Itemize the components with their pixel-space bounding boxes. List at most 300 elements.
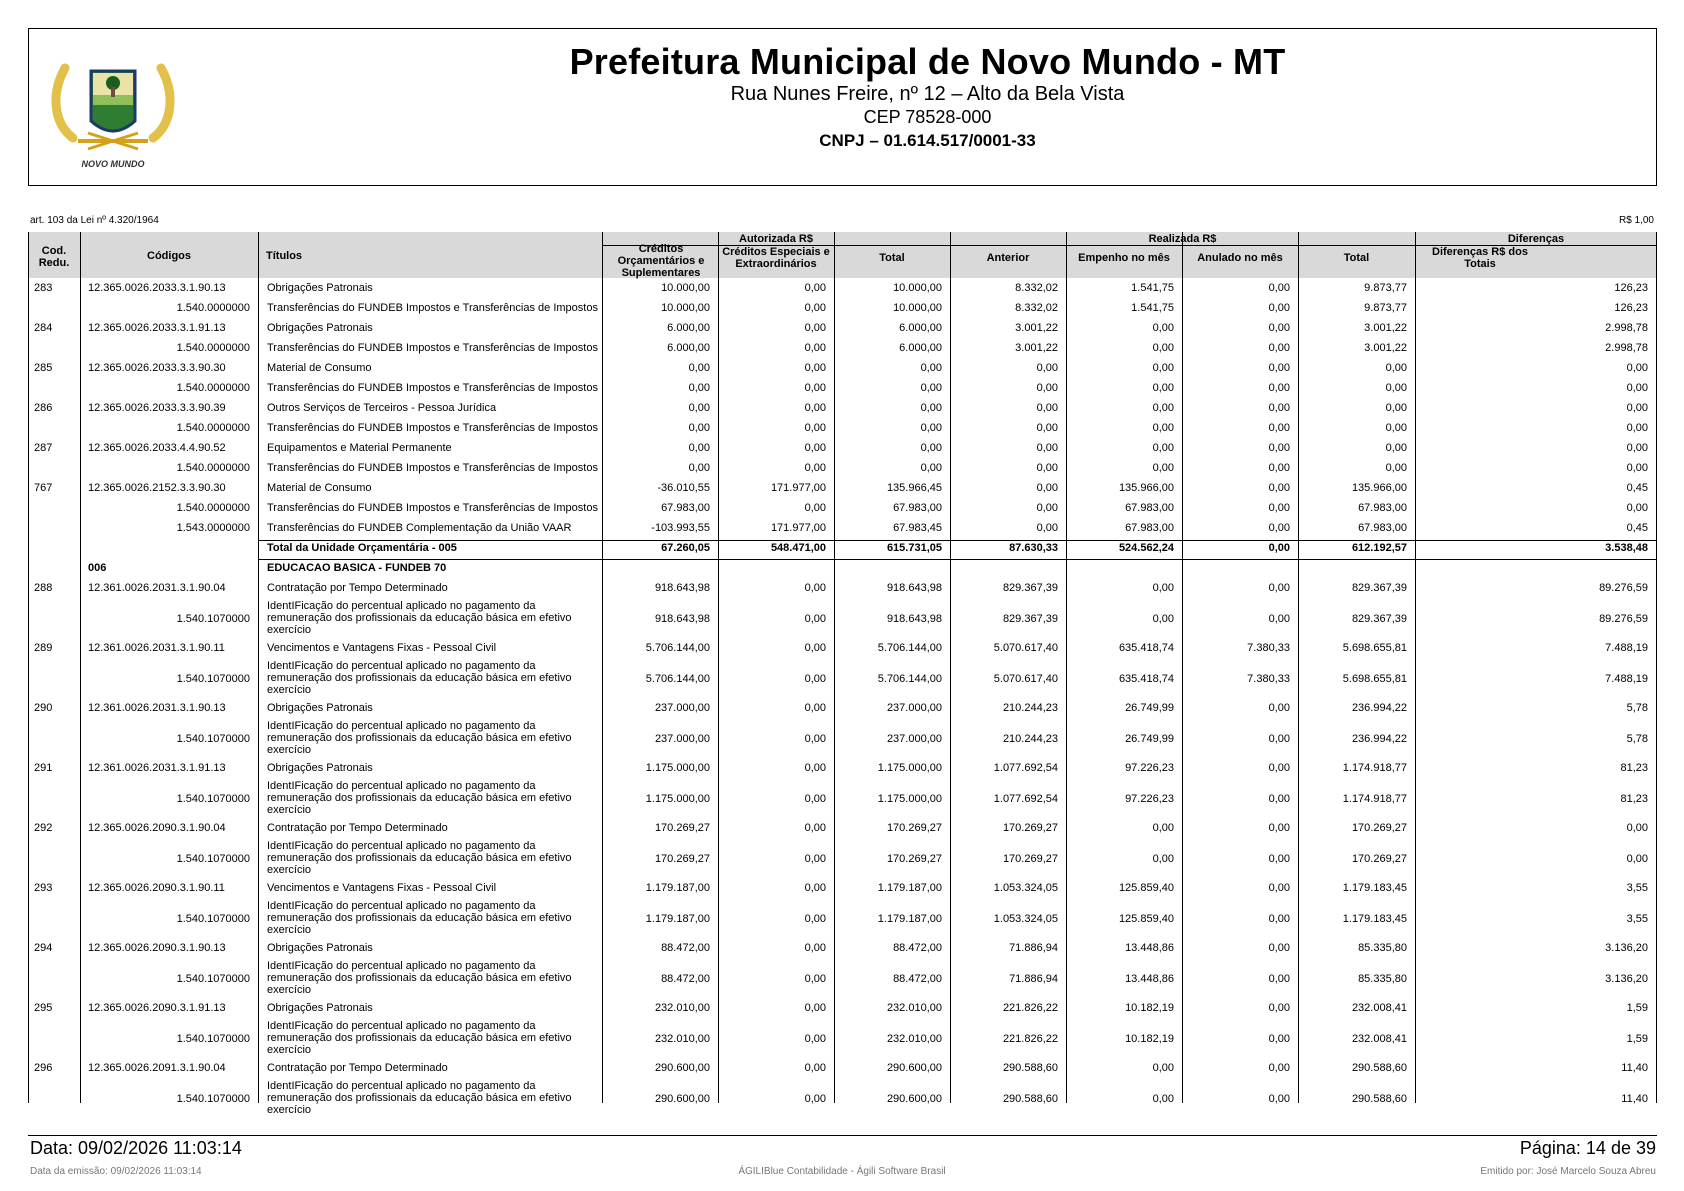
- cell-value: 237.000,00: [886, 733, 942, 745]
- cell-value: 1.174.918,77: [1342, 793, 1407, 805]
- cell-value: 0,00: [804, 1033, 826, 1045]
- cell-value: 125.859,40: [1118, 913, 1174, 925]
- col-anterior: Anterior: [986, 252, 1030, 264]
- group-diferencas: Diferenças: [1507, 233, 1565, 245]
- cell-cod: 294: [34, 942, 53, 954]
- cell-value: 0,00: [1268, 342, 1290, 354]
- col-anulado: Anulado no mês: [1197, 252, 1283, 264]
- cell-value: 3.001,22: [1364, 342, 1407, 354]
- cell-value: 0,00: [1268, 1033, 1290, 1045]
- cell-titulo: IdentIFicação do percentual aplicado no pagamento da remuneração dos profissionais da educação básica em efetivo exercício: [267, 780, 572, 816]
- cell-value: 0,00: [688, 442, 710, 454]
- cell-value: 635.418,74: [1118, 673, 1174, 685]
- cell-cod: 293: [34, 882, 53, 894]
- cell-value: 5,78: [1626, 733, 1648, 745]
- cell-value: 3.001,22: [1015, 342, 1058, 354]
- cell-titulo: EDUCACAO BASICA - FUNDEB 70: [267, 562, 447, 574]
- table-row: [28, 300, 1657, 320]
- cell-value: 232.010,00: [886, 1033, 942, 1045]
- cell-value: 0,00: [1036, 442, 1058, 454]
- cell-codigo: 12.365.0026.2090.3.1.90.11: [88, 882, 225, 894]
- cell-value: 88.472,00: [893, 973, 942, 985]
- table-row: [28, 460, 1657, 480]
- cell-value: 171.977,00: [770, 522, 826, 534]
- cell-value: 0,00: [1626, 362, 1648, 374]
- cell-value: 0,00: [804, 673, 826, 685]
- cell-value: 71.886,94: [1009, 973, 1058, 985]
- cell-value: 0,00: [1626, 422, 1648, 434]
- cell-titulo: Transferências do FUNDEB Impostos e Transferências de Impostos: [267, 422, 598, 434]
- table-row: [28, 960, 1657, 1000]
- cell-value: 548.471,00: [770, 542, 826, 554]
- table-row: [28, 780, 1657, 820]
- cell-value: 0,00: [1268, 422, 1290, 434]
- cell-value: 0,00: [1268, 1093, 1290, 1105]
- cell-titulo: IdentIFicação do percentual aplicado no pagamento da remuneração dos profissionais da educação básica em efetivo exercício: [267, 660, 572, 696]
- cell-value: 3,55: [1626, 882, 1648, 894]
- cell-value: 26.749,99: [1125, 733, 1174, 745]
- cell-titulo: Transferências do FUNDEB Impostos e Transferências de Impostos: [267, 462, 598, 474]
- cell-value: 1.179.187,00: [645, 882, 710, 894]
- cell-titulo: IdentIFicação do percentual aplicado no pagamento da remuneração dos profissionais da educação básica em efetivo exercício: [267, 1020, 572, 1056]
- cell-value: 0,00: [1152, 382, 1174, 394]
- cell-value: 1.175.000,00: [877, 762, 942, 774]
- cell-codigo: 1.540.0000000: [176, 302, 250, 314]
- cell-codigo: 1.540.0000000: [176, 502, 250, 514]
- table-row: [28, 540, 1657, 560]
- footer-rule: [28, 1135, 1657, 1136]
- cell-value: 0,00: [804, 942, 826, 954]
- cell-value: 829.367,39: [1351, 613, 1407, 625]
- table-row: [28, 1020, 1657, 1060]
- cell-value: 918.643,98: [654, 613, 710, 625]
- cell-titulo: IdentIFicação do percentual aplicado no pagamento da remuneração dos profissionais da educação básica em efetivo exercício: [267, 900, 572, 936]
- cell-value: 0,00: [1268, 482, 1290, 494]
- cell-value: 210.244,23: [1002, 733, 1058, 745]
- cell-value: 0,00: [1385, 382, 1407, 394]
- cell-value: 1.179.183,45: [1342, 882, 1407, 894]
- cell-titulo: Material de Consumo: [267, 362, 372, 374]
- cell-value: 0,00: [804, 822, 826, 834]
- cell-value: 6.000,00: [667, 342, 710, 354]
- cell-value: 89.276,59: [1599, 582, 1648, 594]
- cell-value: 0,00: [804, 442, 826, 454]
- table-row: [28, 940, 1657, 960]
- cell-titulo: IdentIFicação do percentual aplicado no pagamento da remuneração dos profissionais da educação básica em efetivo exercício: [267, 720, 572, 756]
- cell-codigo: 1.540.1070000: [176, 733, 250, 745]
- report-title: Prefeitura Municipal de Novo Mundo - MT: [569, 41, 1286, 82]
- cell-value: 170.269,27: [1002, 822, 1058, 834]
- cell-value: 0,00: [1268, 282, 1290, 294]
- cell-value: 10.182,19: [1125, 1033, 1174, 1045]
- cell-value: 232.010,00: [886, 1002, 942, 1014]
- cell-titulo: IdentIFicação do percentual aplicado no pagamento da remuneração dos profissionais da educação básica em efetivo exercício: [267, 600, 572, 636]
- table-row: [28, 400, 1657, 420]
- cell-value: 232.008,41: [1351, 1002, 1407, 1014]
- cell-titulo: IdentIFicação do percentual aplicado no pagamento da remuneração dos profissionais da educação básica em efetivo exercício: [267, 960, 572, 996]
- table-row: [28, 700, 1657, 720]
- cell-value: 1.541,75: [1131, 282, 1174, 294]
- cell-value: 0,00: [1385, 442, 1407, 454]
- cell-titulo: Transferências do FUNDEB Impostos e Transferências de Impostos: [267, 502, 598, 514]
- cell-value: 0,00: [920, 382, 942, 394]
- table-row: [28, 820, 1657, 840]
- col-total-autorizada: Total: [879, 252, 905, 264]
- cell-value: 0,00: [804, 322, 826, 334]
- cell-titulo: Vencimentos e Vantagens Fixas - Pessoal Civil: [267, 882, 497, 894]
- cell-value: 1,59: [1626, 1033, 1648, 1045]
- cell-value: 0,00: [1152, 1062, 1174, 1074]
- cell-codigo: 1.540.1070000: [176, 1033, 250, 1045]
- cell-value: 0,00: [1268, 302, 1290, 314]
- cell-codigo: 1.540.0000000: [176, 382, 250, 394]
- cell-value: 0,00: [1152, 822, 1174, 834]
- cell-value: 0,00: [804, 733, 826, 745]
- cell-titulo: Obrigações Patronais: [267, 942, 373, 954]
- cell-value: 0,00: [688, 382, 710, 394]
- cell-value: 290.588,60: [1351, 1062, 1407, 1074]
- cell-value: 612.192,57: [1351, 542, 1407, 554]
- cell-codigo: 1.540.0000000: [176, 462, 250, 474]
- cell-value: 0,00: [1385, 462, 1407, 474]
- cell-codigo: 12.365.0026.2033.3.3.90.30: [88, 362, 226, 374]
- cell-value: 5.698.655,81: [1342, 642, 1407, 654]
- cell-value: 0,00: [1268, 462, 1290, 474]
- cell-value: 10.000,00: [893, 302, 942, 314]
- cell-titulo: Equipamentos e Material Permanente: [267, 442, 452, 454]
- cell-cod: 283: [34, 282, 53, 294]
- cell-value: 0,45: [1626, 482, 1648, 494]
- cell-titulo: Total da Unidade Orçamentária - 005: [267, 542, 457, 554]
- cell-value: 0,00: [1152, 462, 1174, 474]
- cell-value: 290.588,60: [1002, 1062, 1058, 1074]
- cell-value: 0,00: [1268, 502, 1290, 514]
- cell-titulo: Obrigações Patronais: [267, 702, 373, 714]
- cell-codigo: 12.361.0026.2031.3.1.90.04: [88, 582, 226, 594]
- cell-value: 0,00: [688, 402, 710, 414]
- cell-value: 171.977,00: [770, 482, 826, 494]
- cell-value: 6.000,00: [667, 322, 710, 334]
- cell-value: 1.541,75: [1131, 302, 1174, 314]
- cell-codigo: 1.540.1070000: [176, 673, 250, 685]
- cell-cod: 767: [34, 482, 53, 494]
- table-header: [28, 232, 1657, 278]
- currency-unit: R$ 1,00: [1618, 215, 1654, 226]
- cell-value: 0,00: [1268, 913, 1290, 925]
- table-row: [28, 1000, 1657, 1020]
- table-row: [28, 280, 1657, 300]
- cell-titulo: Outros Serviços de Terceiros - Pessoa Jurídica: [267, 402, 497, 414]
- cell-value: 0,00: [804, 502, 826, 514]
- cell-value: 170.269,27: [1351, 822, 1407, 834]
- cell-titulo: Transferências do FUNDEB Impostos e Transferências de Impostos: [267, 342, 598, 354]
- cell-value: 0,00: [1268, 613, 1290, 625]
- cell-value: 232.010,00: [654, 1033, 710, 1045]
- cell-cod: 286: [34, 402, 53, 414]
- cell-cod: 291: [34, 762, 53, 774]
- cell-value: 0,00: [804, 302, 826, 314]
- cell-value: 0,00: [1152, 322, 1174, 334]
- cell-value: 0,00: [804, 1002, 826, 1014]
- cell-value: 0,00: [1036, 482, 1058, 494]
- col-empenho: Empenho no mês: [1078, 252, 1170, 264]
- cell-value: 8.332,02: [1015, 302, 1058, 314]
- cell-value: 0,00: [1268, 942, 1290, 954]
- cell-value: 0,00: [1268, 542, 1290, 554]
- cell-value: 829.367,39: [1002, 582, 1058, 594]
- cell-value: 0,00: [804, 853, 826, 865]
- col-dif-totais: Diferenças R$ dos Totais: [1432, 246, 1528, 270]
- cell-value: 97.226,23: [1125, 793, 1174, 805]
- cell-value: 89.276,59: [1599, 613, 1648, 625]
- cell-value: 0,00: [1268, 522, 1290, 534]
- cell-value: 87.630,33: [1009, 542, 1058, 554]
- cell-value: 5.706.144,00: [877, 673, 942, 685]
- cell-value: 1,59: [1626, 1002, 1648, 1014]
- cell-codigo: 12.365.0026.2090.3.1.90.13: [88, 942, 226, 954]
- cell-value: 0,00: [804, 582, 826, 594]
- cell-value: 1.175.000,00: [877, 793, 942, 805]
- cell-cod: 295: [34, 1002, 53, 1014]
- cell-value: 0,00: [1268, 322, 1290, 334]
- cell-value: 6.000,00: [899, 342, 942, 354]
- cell-value: -103.993,55: [651, 522, 710, 534]
- table-row: [28, 600, 1657, 640]
- cell-value: 232.008,41: [1351, 1033, 1407, 1045]
- cell-value: 290.588,60: [1002, 1093, 1058, 1105]
- cell-value: 0,00: [804, 422, 826, 434]
- cell-value: 67.983,00: [1125, 522, 1174, 534]
- cell-titulo: Transferências do FUNDEB Impostos e Transferências de Impostos: [267, 302, 598, 314]
- cell-value: 0,00: [1626, 502, 1648, 514]
- cell-value: 13.448,86: [1125, 973, 1174, 985]
- cell-value: 221.826,22: [1002, 1002, 1058, 1014]
- cell-value: 3.136,20: [1605, 973, 1648, 985]
- group-realizada: Realizada R$: [1148, 233, 1217, 245]
- cell-value: 67.983,00: [893, 502, 942, 514]
- cell-value: 170.269,27: [886, 853, 942, 865]
- table-row: [28, 1060, 1657, 1080]
- cell-value: 135.966,00: [1118, 482, 1174, 494]
- cell-value: 1.179.187,00: [877, 882, 942, 894]
- cell-value: 0,00: [804, 762, 826, 774]
- cell-value: 615.731,05: [886, 542, 942, 554]
- cell-value: 2.998,78: [1605, 342, 1648, 354]
- cell-value: 0,00: [1036, 362, 1058, 374]
- cell-value: 0,00: [804, 1062, 826, 1074]
- col-creditos-orc: Créditos Orçamentários e Suplementares: [617, 243, 705, 279]
- cell-value: 0,00: [1268, 822, 1290, 834]
- cell-value: 0,00: [1385, 402, 1407, 414]
- cell-value: 1.175.000,00: [645, 793, 710, 805]
- cell-value: 6.000,00: [899, 322, 942, 334]
- cell-value: 0,00: [1268, 1062, 1290, 1074]
- cell-value: 0,00: [804, 642, 826, 654]
- cell-titulo: Contratação por Tempo Determinado: [267, 822, 448, 834]
- cell-value: 0,00: [1152, 442, 1174, 454]
- cell-value: 0,00: [1152, 1093, 1174, 1105]
- cell-cod: 284: [34, 322, 53, 334]
- cell-codigo: 12.365.0026.2152.3.3.90.30: [88, 482, 226, 494]
- cell-codigo: 12.361.0026.2031.3.1.90.11: [88, 642, 225, 654]
- cell-value: -36.010,55: [657, 482, 710, 494]
- cell-value: 635.418,74: [1118, 642, 1174, 654]
- cell-value: 0,00: [920, 442, 942, 454]
- cell-value: 9.873,77: [1364, 282, 1407, 294]
- cell-codigo: 12.365.0026.2033.3.3.90.39: [88, 402, 226, 414]
- cell-codigo: 12.365.0026.2090.3.1.90.04: [88, 822, 226, 834]
- cell-value: 97.226,23: [1125, 762, 1174, 774]
- header-group-rule: [602, 245, 1657, 246]
- cell-value: 67.983,45: [893, 522, 942, 534]
- table-row: [28, 380, 1657, 400]
- cell-value: 1.077.692,54: [993, 762, 1058, 774]
- cell-value: 135.966,45: [886, 482, 942, 494]
- cell-cod: 289: [34, 642, 53, 654]
- cell-value: 11,40: [1621, 1093, 1648, 1105]
- cell-titulo: Transferências do FUNDEB Impostos e Transferências de Impostos: [267, 382, 598, 394]
- table-row: [28, 840, 1657, 880]
- cell-value: 26.749,99: [1125, 702, 1174, 714]
- cell-value: 67.983,00: [1358, 522, 1407, 534]
- cell-value: 135.966,00: [1351, 482, 1407, 494]
- cell-value: 237.000,00: [886, 702, 942, 714]
- cell-value: 1.053.324,05: [993, 882, 1058, 894]
- cell-value: 0,00: [688, 422, 710, 434]
- cell-value: 88.472,00: [893, 942, 942, 954]
- cell-codigo: 1.540.1070000: [176, 973, 250, 985]
- cell-value: 829.367,39: [1002, 613, 1058, 625]
- cell-value: 7.488,19: [1605, 642, 1648, 654]
- cell-value: 125.859,40: [1118, 882, 1174, 894]
- table-row: [28, 500, 1657, 520]
- cell-value: 5.706.144,00: [645, 642, 710, 654]
- cell-value: 0,00: [1268, 582, 1290, 594]
- cell-value: 918.643,98: [886, 613, 942, 625]
- cell-value: 237.000,00: [654, 733, 710, 745]
- cell-value: 0,00: [804, 462, 826, 474]
- cell-value: 0,00: [920, 402, 942, 414]
- cell-value: 13.448,86: [1125, 942, 1174, 954]
- cell-value: 81,23: [1620, 793, 1648, 805]
- cell-titulo: Vencimentos e Vantagens Fixas - Pessoal Civil: [267, 642, 497, 654]
- law-reference: art. 103 da Lei nº 4.320/1964: [30, 215, 159, 226]
- cell-cod: 287: [34, 442, 53, 454]
- cell-value: 10.000,00: [661, 302, 710, 314]
- cell-titulo: Material de Consumo: [267, 482, 372, 494]
- cell-value: 85.335,80: [1358, 973, 1407, 985]
- cell-value: 170.269,27: [1002, 853, 1058, 865]
- table-row: [28, 340, 1657, 360]
- cep-line: CEP 78528-000: [863, 107, 992, 127]
- total-rule: [258, 540, 1657, 541]
- cell-cod: 285: [34, 362, 53, 374]
- cell-codigo: 1.540.1070000: [176, 853, 250, 865]
- cell-value: 126,23: [1614, 282, 1648, 294]
- cell-value: 0,00: [1268, 762, 1290, 774]
- cell-value: 0,00: [1036, 422, 1058, 434]
- cell-codigo: 1.543.0000000: [176, 522, 250, 534]
- cell-value: 0,00: [1626, 462, 1648, 474]
- cell-value: 236.994,22: [1351, 702, 1407, 714]
- cell-titulo: Transferências do FUNDEB Complementação da União VAAR: [267, 522, 572, 534]
- cell-value: 0,00: [1152, 853, 1174, 865]
- cell-value: 0,00: [1268, 793, 1290, 805]
- table-row: [28, 640, 1657, 660]
- cell-value: 0,00: [1268, 1002, 1290, 1014]
- cell-value: 0,00: [1268, 382, 1290, 394]
- cell-value: 81,23: [1620, 762, 1648, 774]
- cell-value: 236.994,22: [1351, 733, 1407, 745]
- cell-codigo: 12.365.0026.2033.3.1.91.13: [88, 322, 226, 334]
- cell-value: 170.269,27: [654, 853, 710, 865]
- cell-value: 170.269,27: [886, 822, 942, 834]
- cell-value: 7.380,33: [1247, 673, 1290, 685]
- cell-value: 0,00: [1152, 402, 1174, 414]
- cell-value: 0,00: [1268, 882, 1290, 894]
- table-row: [28, 420, 1657, 440]
- cell-value: 0,00: [1152, 342, 1174, 354]
- cell-value: 290.588,60: [1351, 1093, 1407, 1105]
- cell-cod: 292: [34, 822, 53, 834]
- cell-value: 0,00: [1036, 382, 1058, 394]
- cell-value: 85.335,80: [1358, 942, 1407, 954]
- table-row: [28, 900, 1657, 940]
- cell-value: 0,00: [1268, 402, 1290, 414]
- cell-value: 88.472,00: [661, 942, 710, 954]
- footer-emission: Data da emissão: 09/02/2026 11:03:14: [30, 1166, 202, 1177]
- cell-value: 3.136,20: [1605, 942, 1648, 954]
- cell-value: 0,00: [1268, 733, 1290, 745]
- cell-titulo: Obrigações Patronais: [267, 762, 373, 774]
- cell-value: 918.643,98: [654, 582, 710, 594]
- budget-table: [28, 232, 1657, 1116]
- cell-value: 3.538,48: [1605, 542, 1648, 554]
- cell-value: 290.600,00: [886, 1062, 942, 1074]
- cell-value: 0,00: [804, 793, 826, 805]
- cell-value: 0,00: [1385, 422, 1407, 434]
- cell-value: 0,00: [804, 913, 826, 925]
- cell-value: 0,00: [1036, 502, 1058, 514]
- report-header: [28, 28, 1657, 186]
- table-row: [28, 520, 1657, 540]
- cell-codigo: 12.365.0026.2090.3.1.91.13: [88, 1002, 226, 1014]
- cell-codigo: 12.365.0026.2033.4.4.90.52: [88, 442, 226, 454]
- cell-value: 5.070.617,40: [993, 642, 1058, 654]
- cell-value: 8.332,02: [1015, 282, 1058, 294]
- cell-value: 7.488,19: [1605, 673, 1648, 685]
- col-codigos: Códigos: [147, 250, 191, 262]
- cell-titulo: Obrigações Patronais: [267, 282, 373, 294]
- cell-codigo: 1.540.1070000: [176, 913, 250, 925]
- cell-value: 1.175.000,00: [645, 762, 710, 774]
- cell-codigo: 006: [88, 562, 107, 574]
- cell-codigo: 12.361.0026.2031.3.1.90.13: [88, 702, 226, 714]
- cell-value: 67.983,00: [1125, 502, 1174, 514]
- cell-value: 0,00: [1268, 442, 1290, 454]
- cell-value: 0,00: [1626, 822, 1648, 834]
- cell-codigo: 1.540.1070000: [176, 613, 250, 625]
- cell-value: 0,45: [1626, 522, 1648, 534]
- table-row: [28, 580, 1657, 600]
- cell-value: 290.600,00: [886, 1093, 942, 1105]
- cell-value: 0,00: [920, 362, 942, 374]
- cell-titulo: IdentIFicação do percentual aplicado no pagamento da remuneração dos profissionais da educação básica em efetivo exercício: [267, 840, 572, 876]
- table-row: [28, 360, 1657, 380]
- cell-value: 7.380,33: [1247, 642, 1290, 654]
- col-total-realizada: Total: [1343, 252, 1370, 264]
- cell-value: 0,00: [804, 613, 826, 625]
